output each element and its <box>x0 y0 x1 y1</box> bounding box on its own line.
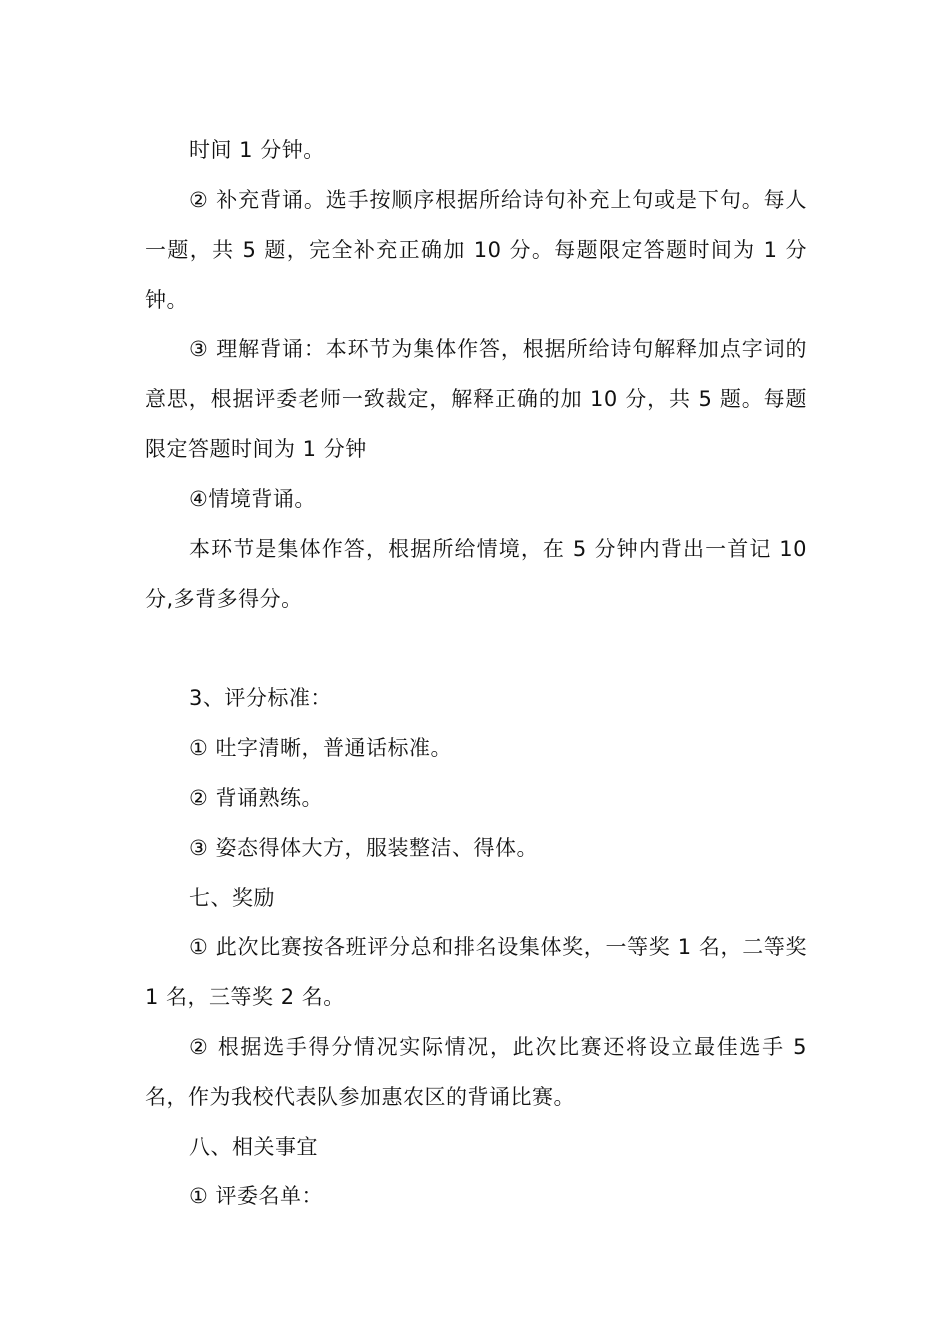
paragraph-judges-list: ① 评委名单： <box>189 1184 324 1208</box>
paragraph-time-limit: 时间 1 分钟。 <box>189 138 325 162</box>
heading-related-matters: 八、相关事宜 <box>189 1135 318 1159</box>
heading-scoring-criteria: 3、评分标准： <box>189 686 332 710</box>
paragraph-understanding-recitation: ③ 理解背诵：本环节为集体作答，根据所给诗句解释加点字词的意思，根据评委老师一致裁定，解释正确的加 10 分，共 5 题。每题限定答题时间为 1 分钟 <box>145 337 807 461</box>
paragraph-situational-recitation: ④情境背诵。 <box>189 487 316 511</box>
paragraph-supplement-recitation: ② 补充背诵。选手按顺序根据所给诗句补充上句或是下句。每人一题，共 5 题，完全补充正确加 10 分。每题限定答题时间为 1 分钟。 <box>145 188 807 312</box>
paragraph-best-contestants: ② 根据选手得分情况实际情况，此次比赛还将设立最佳选手 5 名，作为我校代表队参加惠农区的背诵比赛。 <box>145 1035 807 1109</box>
paragraph-criteria-pronunciation: ① 吐字清晰，普通话标准。 <box>189 736 453 760</box>
paragraph-situational-rules: 本环节是集体作答，根据所给情境，在 5 分钟内背出一首记 10 分,多背多得分。 <box>145 537 807 611</box>
heading-awards: 七、奖励 <box>189 886 275 910</box>
paragraph-collective-awards: ① 此次比赛按各班评分总和排名设集体奖，一等奖 1 名，二等奖 1 名，三等奖 2 名。 <box>145 935 807 1009</box>
paragraph-criteria-posture: ③ 姿态得体大方，服装整洁、得体。 <box>189 836 539 860</box>
paragraph-criteria-fluency: ② 背诵熟练。 <box>189 786 324 810</box>
